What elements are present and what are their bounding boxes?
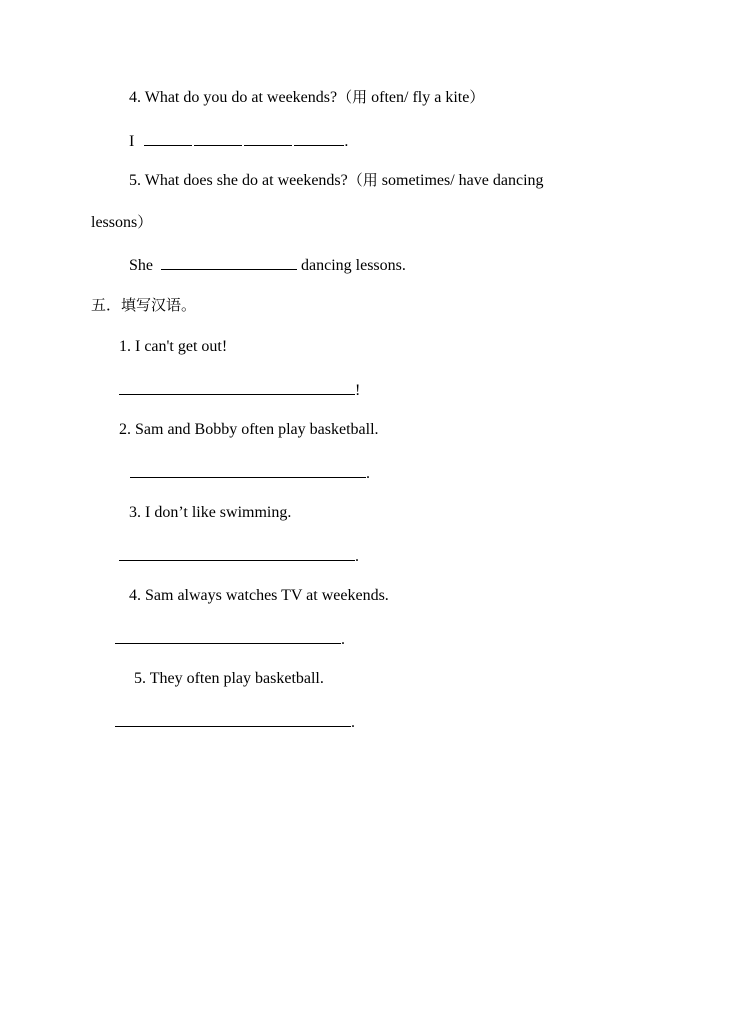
hint-continuation: lessons — [91, 214, 138, 231]
answer-5-end: dancing lessons. — [301, 257, 406, 274]
translate-item-5: 5. They often play basketball. — [134, 670, 324, 687]
translate-answer-2 — [130, 462, 370, 482]
hint-words: often/ fly a kite — [367, 89, 470, 106]
question-5-text: 5. What does she do at weekends? — [129, 172, 348, 189]
answer-4-end: . — [344, 133, 349, 150]
answer-blank[interactable] — [130, 462, 366, 478]
answer-blank[interactable] — [161, 254, 297, 270]
answer-end-mark: . — [366, 465, 370, 482]
translate-item-4: 4. Sam always watches TV at weekends. — [129, 587, 389, 604]
answer-end-mark: . — [351, 714, 355, 731]
question-4-text: 4. What do you do at weekends? — [129, 89, 338, 106]
question-4 — [129, 87, 484, 107]
answer-blank[interactable] — [115, 628, 341, 644]
translate-item-3: 3. I don’t like swimming. — [129, 504, 292, 521]
hint-use-word: 用 — [352, 88, 368, 106]
answer-5-start: She — [129, 257, 153, 274]
translate-answer-1 — [119, 379, 360, 399]
translate-item-1: 1. I can't get out! — [119, 338, 228, 355]
hint-open-paren: （ — [337, 88, 353, 106]
answer-blank[interactable] — [119, 545, 355, 561]
translate-answer-3 — [119, 545, 359, 565]
hint-open-paren: （ — [347, 171, 363, 189]
answer-end-mark: . — [355, 548, 359, 565]
answer-end-mark: ! — [355, 382, 361, 399]
answer-blank[interactable] — [144, 130, 192, 146]
translate-answer-4 — [115, 628, 345, 648]
answer-blank[interactable] — [119, 379, 355, 395]
hint-close-paren: ） — [469, 88, 485, 106]
answer-blank[interactable] — [294, 130, 344, 146]
answer-blank[interactable] — [115, 711, 351, 727]
answer-4-start: I — [129, 133, 135, 150]
answer-blank[interactable] — [244, 130, 292, 146]
translate-item-2: 2. Sam and Bobby often play basketball. — [119, 421, 379, 438]
answer-blank[interactable] — [194, 130, 242, 146]
translate-answer-5 — [115, 711, 355, 731]
question-5 — [129, 170, 544, 190]
answer-end-mark: . — [341, 631, 345, 648]
hint-close-paren: ） — [137, 213, 153, 231]
answer-5-line — [129, 254, 406, 274]
hint-words: sometimes/ have dancing — [377, 172, 544, 189]
hint-use-word: 用 — [362, 171, 378, 189]
answer-4-line — [129, 130, 348, 150]
section-5-heading: 五．填写汉语。 — [91, 296, 197, 314]
question-5-continuation — [91, 212, 152, 232]
